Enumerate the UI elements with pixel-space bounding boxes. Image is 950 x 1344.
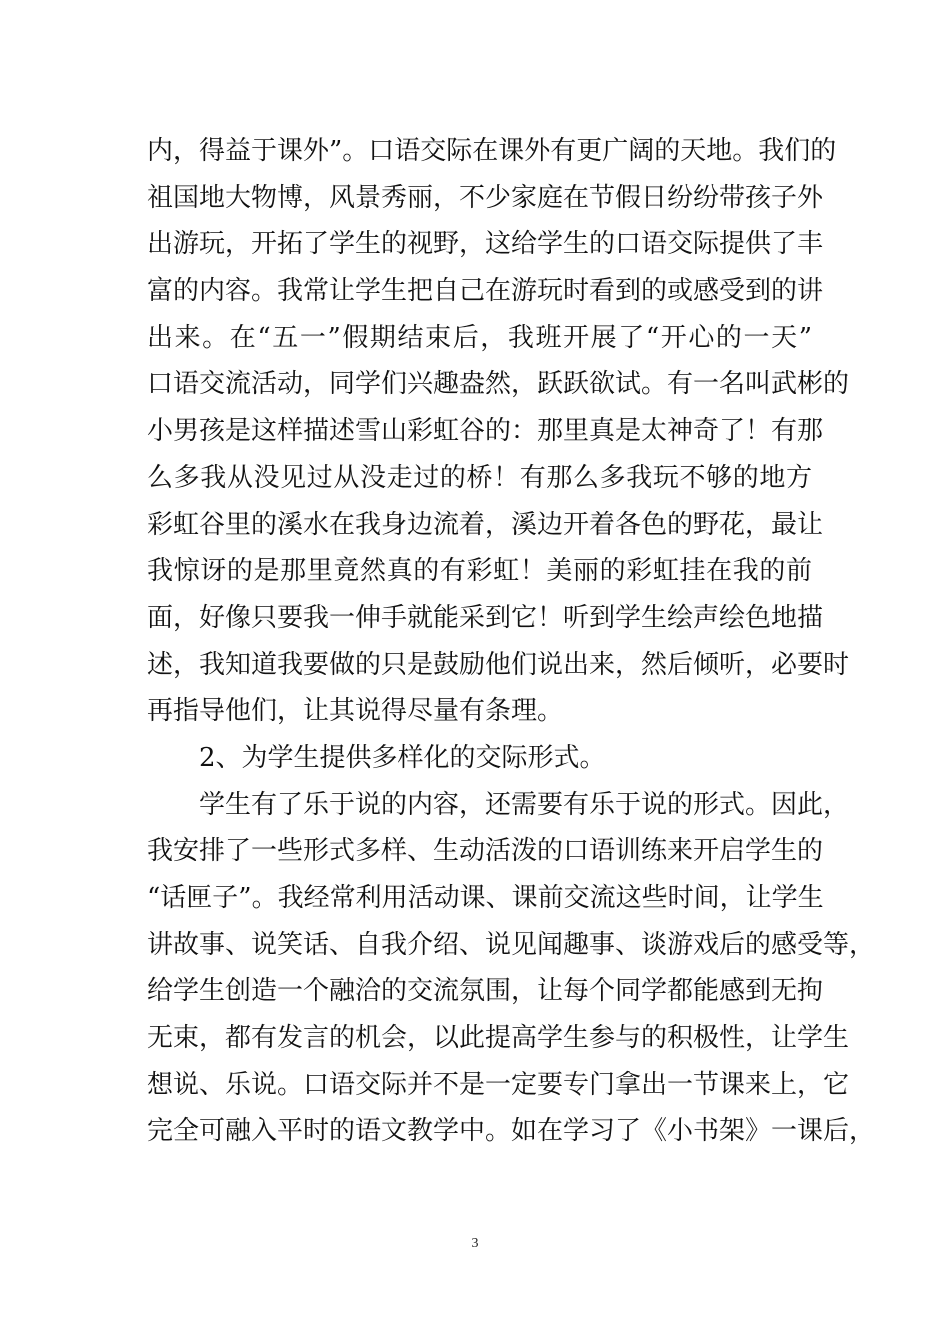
text-line: 彩虹谷里的溪水在我身边流着，溪边开着各色的野花，最让 [147, 509, 824, 540]
text-line: 出游玩，开拓了学生的视野，这给学生的口语交际提供了丰 [147, 229, 824, 260]
text-line: 再指导他们，让其说得尽量有条理。 [147, 696, 564, 727]
text-line: 面，好像只要我一伸手就能采到它！听到学生绘声绘色地描 [147, 602, 824, 633]
text-line: 给学生创造一个融洽的交流氛围，让每个同学都能感到无拘 [147, 976, 824, 1007]
text-line: 我惊讶的是那里竟然真的有彩虹！美丽的彩虹挂在我的前 [147, 556, 812, 587]
text-line: 祖国地大物博，风景秀丽，不少家庭在节假日纷纷带孩子外 [147, 182, 824, 213]
text-line: 出来。在“五一”假期结束后，我班开展了“开心的一天” [147, 322, 812, 353]
page-number: 3 [471, 1236, 479, 1251]
body-text [147, 128, 876, 1155]
text-line: 学生有了乐于说的内容，还需要有乐于说的形式。因此， [199, 789, 850, 820]
text-line: 我安排了一些形式多样、生动活泼的口语训练来开启学生的 [147, 836, 824, 867]
text-line: 么多我从没见过从没走过的桥！有那么多我玩不够的地方 [147, 462, 812, 493]
text-line: 富的内容。我常让学生把自己在游玩时看到的或感受到的讲 [147, 276, 824, 307]
text-line: 口语交流活动，同学们兴趣盎然，跃跃欲试。有一名叫武彬的 [147, 369, 850, 400]
text-line: “话匣子”。我经常利用活动课、课前交流这些时间，让学生 [147, 883, 824, 913]
text-line: 想说、乐说。口语交际并不是一定要专门拿出一节课来上，它 [147, 1069, 850, 1100]
text-line: 内，得益于课外”。口语交际在课外有更广阔的天地。我们的 [147, 136, 837, 166]
text-line: 无束，都有发言的机会，以此提高学生参与的积极性，让学生 [147, 1023, 850, 1054]
text-line: 完全可融入平时的语文教学中。如在学习了《小书架》一课后， [147, 1116, 876, 1147]
text-line: 小男孩是这样描述雪山彩虹谷的：那里真是太神奇了！有那 [147, 416, 824, 447]
section-heading: 2、为学生提供多样化的交际形式。 [199, 742, 606, 773]
text-line: 讲故事、说笑话、自我介绍、说见闻趣事、谈游戏后的感受等， [147, 929, 876, 960]
text-line: 述，我知道我要做的只是鼓励他们说出来，然后倾听，必要时 [147, 649, 850, 680]
